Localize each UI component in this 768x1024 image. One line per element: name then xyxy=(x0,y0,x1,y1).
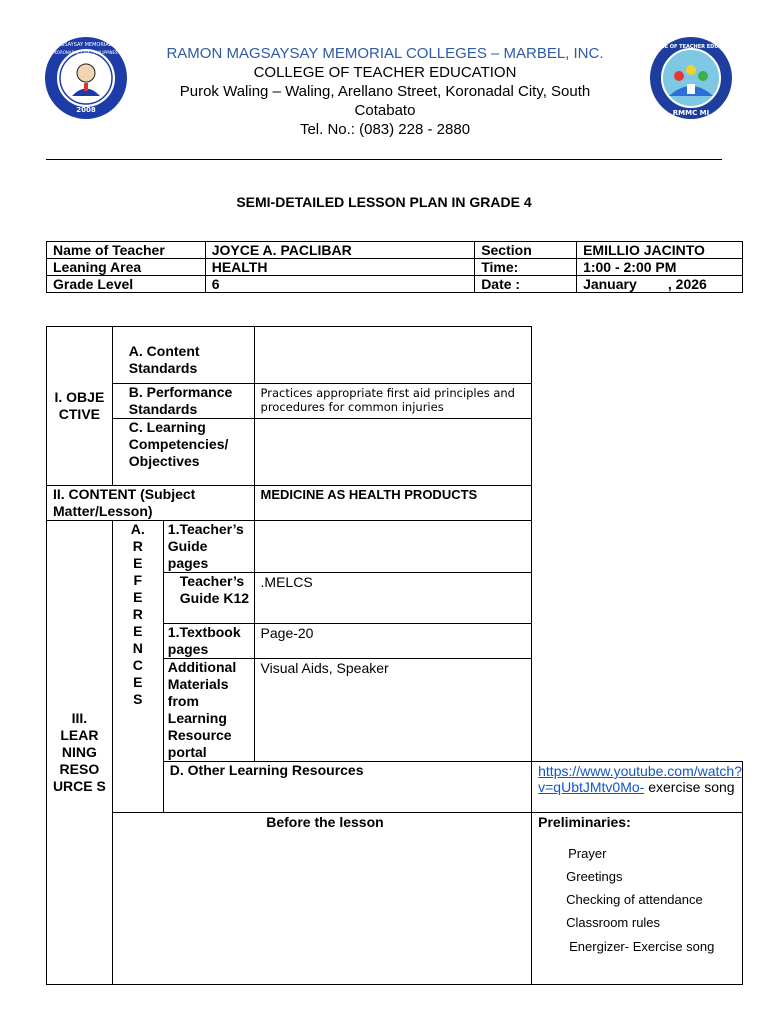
svg-text:RAMON MAGSAYSAY MEMORIAL COLLE: RAMON MAGSAYSAY MEMORIAL COLLEGES xyxy=(32,42,140,48)
learning-competencies-label: C. Learning Competencies/ Objectives xyxy=(112,419,254,486)
content-value: MEDICINE AS HEALTH PRODUCTS xyxy=(254,486,532,521)
preliminaries-label: Preliminaries: xyxy=(538,814,631,830)
additional-materials-value: Visual Aids, Speaker xyxy=(254,659,532,762)
time-value: 1:00 - 2:00 PM xyxy=(577,259,743,276)
svg-text:RMMC MI: RMMC MI xyxy=(672,109,710,117)
exercise-song-link[interactable]: https://www.youtube.com/watch?v=qUbtJMtv0Mo- xyxy=(538,763,742,795)
header-divider xyxy=(46,159,722,160)
date-value: January , 2026 xyxy=(577,276,743,293)
references-label: A. R E F E R E N C E S xyxy=(112,521,163,813)
school-name: RAMON MAGSAYSAY MEMORIAL COLLEGES – MARBEL, INC. xyxy=(166,45,604,62)
objective-label: I. OBJE CTIVE xyxy=(47,327,113,486)
area-value: HEALTH xyxy=(205,259,474,276)
before-lesson-label: Before the lesson xyxy=(112,813,531,985)
address-line-2: Cotabato xyxy=(354,102,416,119)
performance-standards-value: Practices appropriate first aid principles and procedures for common injuries xyxy=(254,384,532,419)
prelim-item-classroom-rules: Classroom rules xyxy=(566,915,661,930)
learning-resources-label: III. LEAR NING RESO URCE S xyxy=(47,521,113,985)
college-of-teacher-education-logo xyxy=(642,36,740,120)
content-standards-label: A. Content Standards xyxy=(112,327,254,384)
grade-label: Grade Level xyxy=(47,276,206,293)
teachers-guide-k12-label: Teacher’s Guide K12 xyxy=(163,573,254,624)
other-resources-text: exercise song xyxy=(644,779,735,795)
prelim-item-attendance: Checking of attendance xyxy=(566,892,703,907)
prelim-item-energizer: Energizer- Exercise song xyxy=(569,939,715,954)
prelim-item-greetings: Greetings xyxy=(566,869,623,884)
performance-standards-label: B. Performance Standards xyxy=(112,384,254,419)
textbook-value: Page-20 xyxy=(254,624,532,659)
telephone: Tel. No.: (083) 228 - 2880 xyxy=(299,121,471,138)
area-label: Leaning Area xyxy=(47,259,206,276)
lesson-plan-table xyxy=(46,326,743,985)
teacher-label: Name of Teacher xyxy=(47,242,206,259)
document-title: SEMI-DETAILED LESSON PLAN IN GRADE 4 xyxy=(236,194,532,210)
teacher-info-table xyxy=(46,241,743,293)
content-standards-value xyxy=(254,327,532,384)
other-resources-value xyxy=(532,762,743,813)
letterhead xyxy=(150,44,620,139)
teachers-guide-label: 1.Teacher’s Guide pages xyxy=(163,521,254,573)
additional-materials-label: Additional Materials from Learning Resource portal xyxy=(163,659,254,762)
prelim-item-prayer: Prayer xyxy=(568,846,607,861)
svg-text:KORONADAL CITY · PHILIPPINES: KORONADAL CITY · PHILIPPINES xyxy=(54,50,118,55)
school-seal-logo xyxy=(32,36,140,120)
content-label: II. CONTENT (Subject Matter/Lesson) xyxy=(47,486,255,521)
preliminaries-cell xyxy=(532,813,743,985)
section-label: Section xyxy=(475,242,577,259)
svg-text:COLLEGE OF TEACHER EDUCATION: COLLEGE OF TEACHER EDUCATION xyxy=(642,44,740,50)
other-resources-label: D. Other Learning Resources xyxy=(163,762,531,813)
learning-competencies-value xyxy=(254,419,532,486)
svg-text:2008: 2008 xyxy=(76,106,96,114)
date-label: Date : xyxy=(475,276,577,293)
teachers-guide-value xyxy=(254,521,532,573)
grade-value: 6 xyxy=(205,276,474,293)
textbook-label: 1.Textbook pages xyxy=(163,624,254,659)
college-name: COLLEGE OF TEACHER EDUCATION xyxy=(253,64,517,81)
address-line-1: Purok Waling – Waling, Arellano Street, Koronadal City, South xyxy=(179,83,591,100)
teacher-value: JOYCE A. PACLIBAR xyxy=(205,242,474,259)
section-value: EMILLIO JACINTO xyxy=(577,242,743,259)
time-label: Time: xyxy=(475,259,577,276)
teachers-guide-k12-value: .MELCS xyxy=(254,573,532,624)
